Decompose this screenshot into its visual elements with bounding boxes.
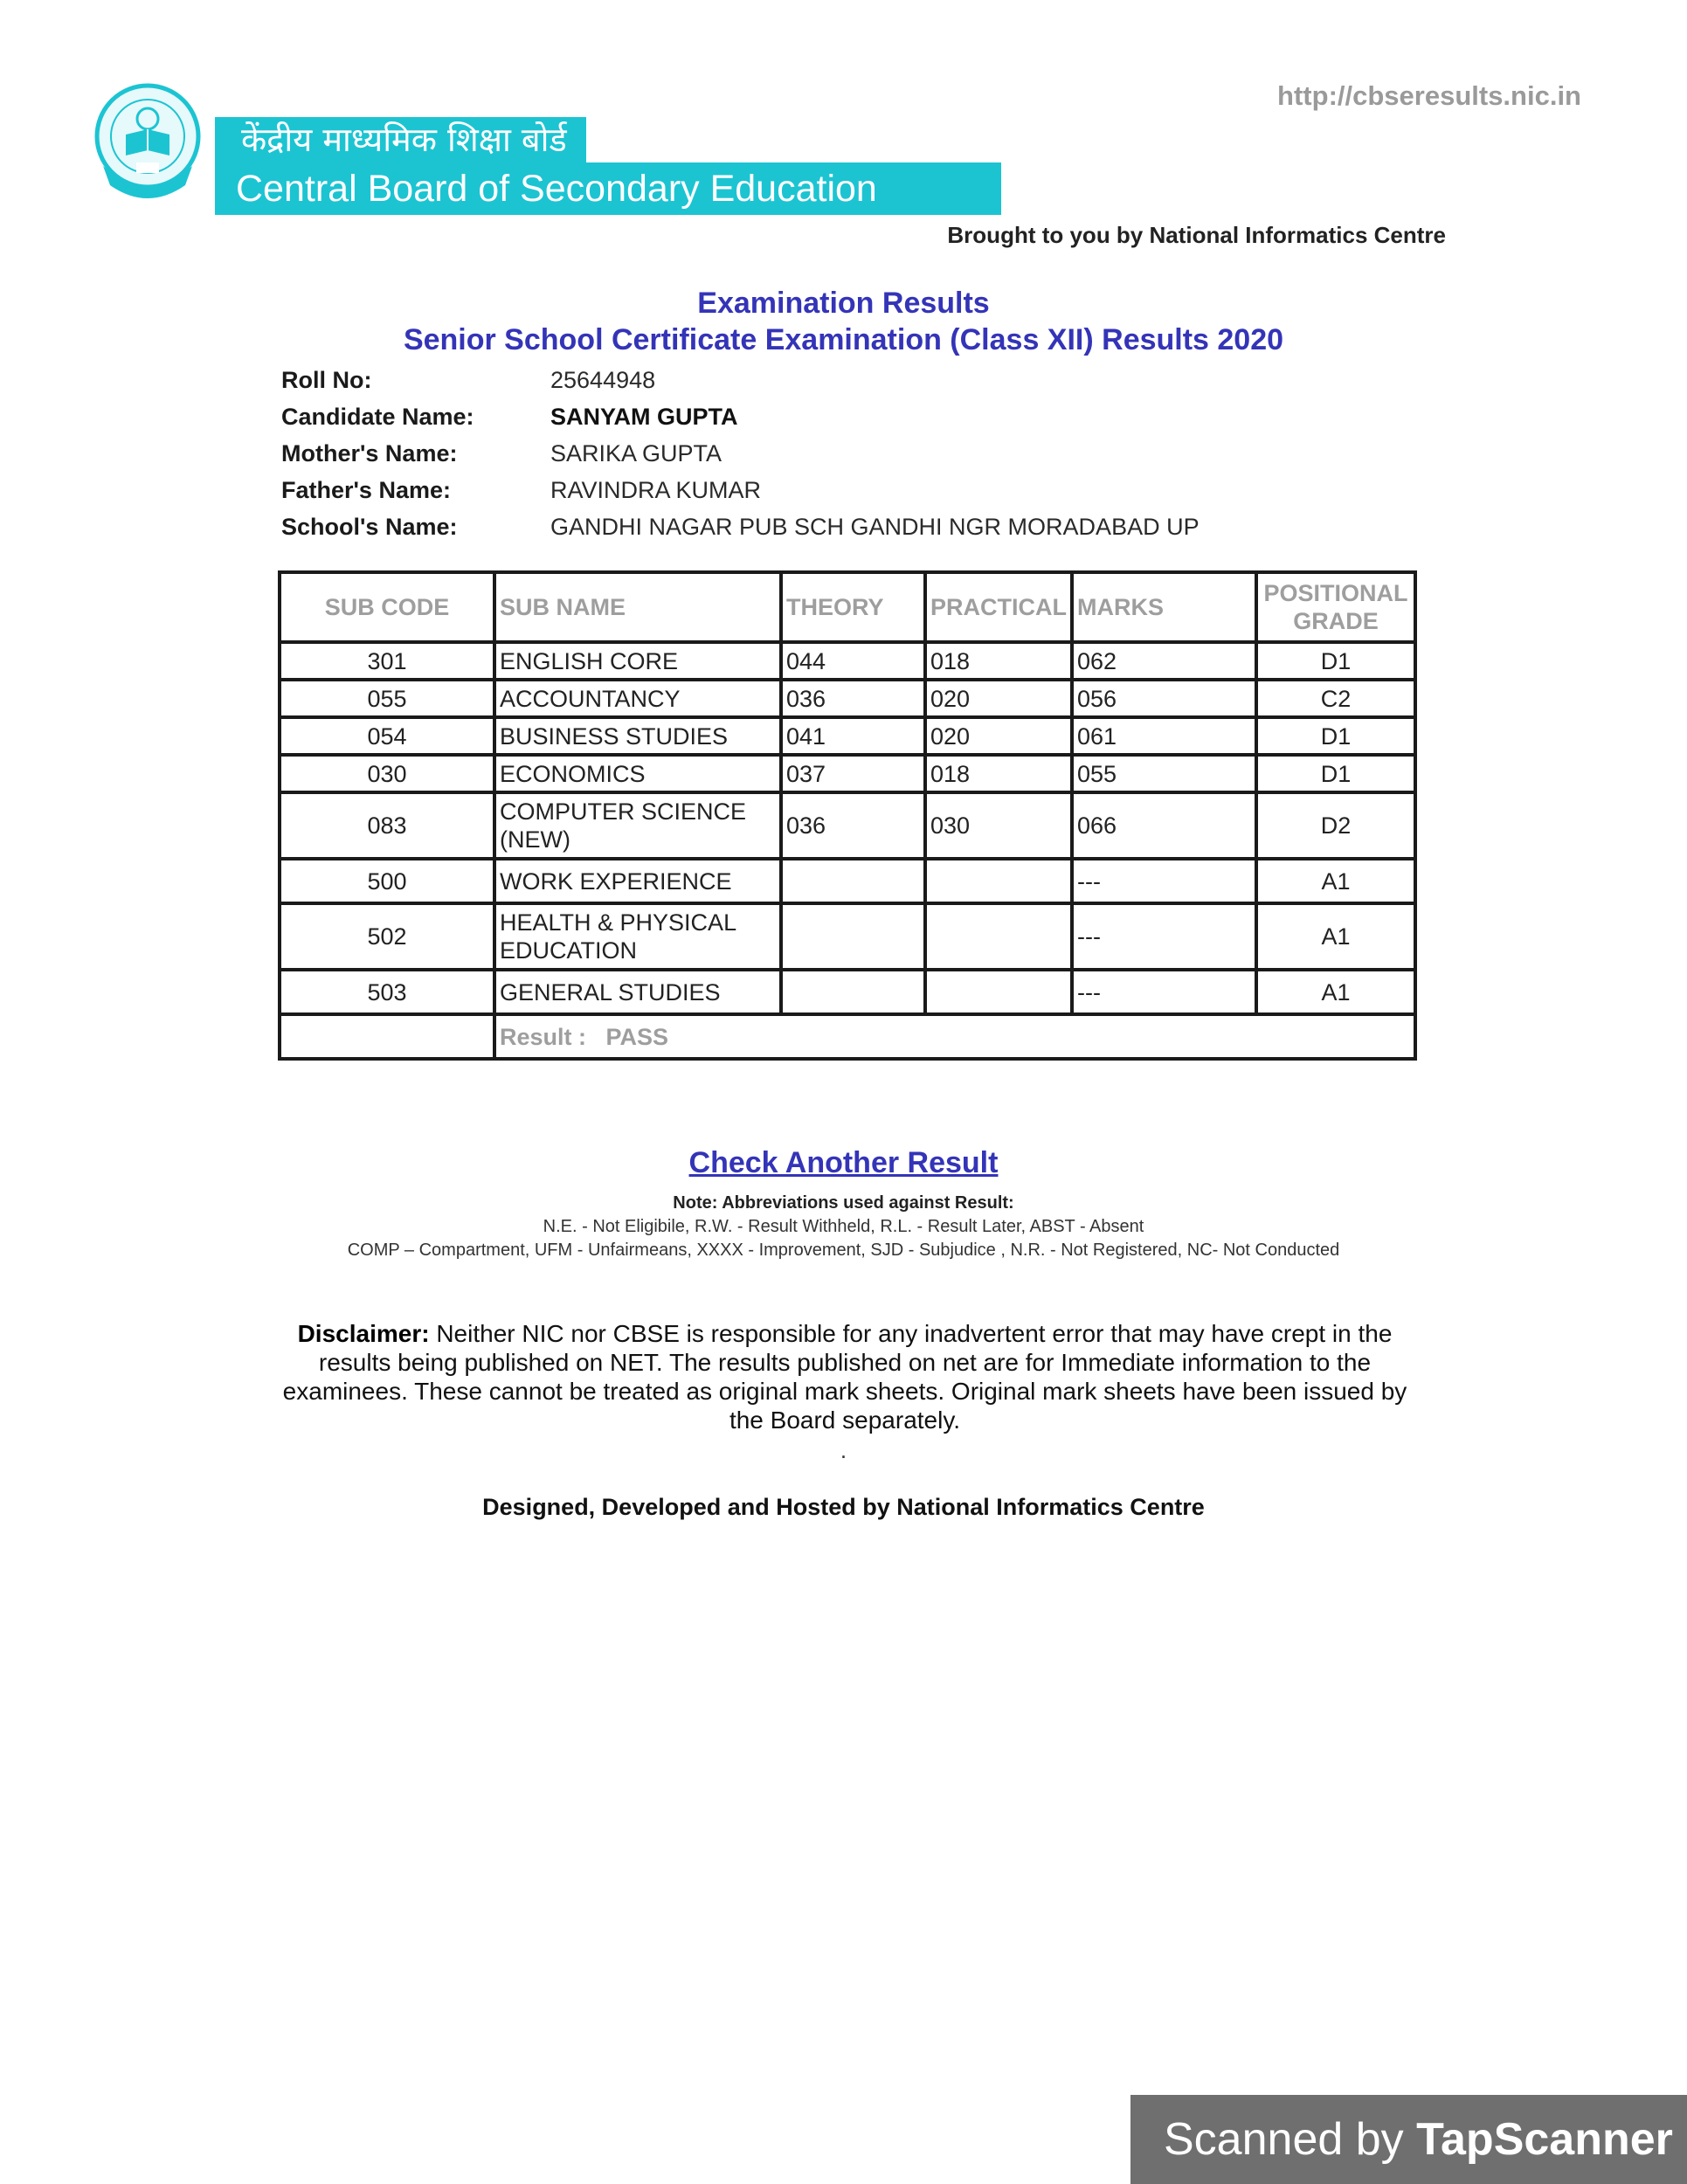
- school-name-label: School's Name:: [281, 514, 458, 540]
- cell-sub-name: WORK EXPERIENCE: [494, 859, 781, 903]
- cell-grade: D1: [1256, 717, 1415, 755]
- note-abbreviations-line1: N.E. - Not Eligibile, R.W. - Result Withheld, R.L. - Result Later, ABST - Absent: [543, 1217, 1144, 1236]
- candidate-info: [281, 362, 1417, 545]
- header-positional-grade: [1256, 572, 1415, 642]
- watermark-brand: TapScanner: [1416, 2114, 1673, 2165]
- sub-name-line2: (NEW): [500, 826, 570, 853]
- designed-by-text: Designed, Developed and Hosted by National Informatics Centre: [482, 1494, 1205, 1520]
- cell-theory: 036: [781, 680, 925, 717]
- cell-theory: 044: [781, 642, 925, 680]
- cell-practical: [925, 903, 1072, 970]
- cell-grade: D2: [1256, 792, 1415, 859]
- cell-sub-name: BUSINESS STUDIES: [494, 717, 781, 755]
- cell-marks: ---: [1072, 859, 1256, 903]
- cell-sub-code: 301: [280, 642, 494, 680]
- page-subtitle: Senior School Certificate Examination (Class XII) Results 2020: [403, 323, 1284, 356]
- cell-grade: C2: [1256, 680, 1415, 717]
- sub-name-line1: COMPUTER SCIENCE: [500, 798, 747, 825]
- disclaimer-label: Disclaimer:: [297, 1320, 430, 1347]
- table-row: [280, 755, 1415, 792]
- cell-practical: [925, 859, 1072, 903]
- cell-marks: ---: [1072, 970, 1256, 1014]
- cell-grade: A1: [1256, 903, 1415, 970]
- header-sub-name: SUB NAME: [494, 572, 781, 642]
- mother-name-row: [281, 435, 1417, 472]
- cell-grade: A1: [1256, 970, 1415, 1014]
- result-cell: [494, 1014, 1415, 1059]
- note-title: Note: Abbreviations used against Result:: [673, 1193, 1014, 1213]
- father-name-row: [281, 472, 1417, 508]
- table-row: [280, 970, 1415, 1014]
- roll-row: [281, 362, 1417, 398]
- cell-theory: [781, 970, 925, 1014]
- candidate-name-label: Candidate Name:: [281, 404, 474, 430]
- cell-sub-code: 054: [280, 717, 494, 755]
- separator-dot: .: [840, 1437, 847, 1463]
- check-another-result-link[interactable]: Check Another Result: [688, 1146, 999, 1179]
- cell-practical: 030: [925, 792, 1072, 859]
- mother-name-label: Mother's Name:: [281, 440, 458, 467]
- cell-sub-code: 503: [280, 970, 494, 1014]
- cell-marks: 066: [1072, 792, 1256, 859]
- board-name-hindi: केंद्रीय माध्यमिक शिक्षा बोर्ड: [215, 117, 586, 162]
- cell-marks: 055: [1072, 755, 1256, 792]
- header-practical: PRACTICAL: [925, 572, 1072, 642]
- marks-table: [278, 570, 1417, 1061]
- watermark-prefix: Scanned by: [1164, 2114, 1404, 2165]
- result-label: Result :: [500, 1023, 587, 1050]
- table-row: [280, 859, 1415, 903]
- cell-theory: 041: [781, 717, 925, 755]
- cell-marks: 062: [1072, 642, 1256, 680]
- page-title: Examination Results: [697, 287, 990, 320]
- candidate-name-row: [281, 398, 1417, 435]
- father-name-label: Father's Name:: [281, 477, 451, 503]
- cell-grade: A1: [1256, 859, 1415, 903]
- school-name-value: GANDHI NAGAR PUB SCH GANDHI NGR MORADABAD UP: [550, 514, 1200, 540]
- cell-sub-name: GENERAL STUDIES: [494, 970, 781, 1014]
- cell-theory: 036: [781, 792, 925, 859]
- cell-sub-name: ACCOUNTANCY: [494, 680, 781, 717]
- cell-marks: 061: [1072, 717, 1256, 755]
- cell-sub-name: [494, 903, 781, 970]
- cell-sub-code: 055: [280, 680, 494, 717]
- cell-practical: 018: [925, 755, 1072, 792]
- scanner-watermark: [1130, 2095, 1687, 2184]
- result-row: [280, 1014, 1415, 1059]
- cell-theory: [781, 859, 925, 903]
- cell-grade: D1: [1256, 755, 1415, 792]
- header-theory: THEORY: [781, 572, 925, 642]
- cell-practical: [925, 970, 1072, 1014]
- cell-theory: 037: [781, 755, 925, 792]
- cell-practical: 018: [925, 642, 1072, 680]
- header-grade-line2: GRADE: [1293, 608, 1379, 634]
- table-header-row: [280, 572, 1415, 642]
- result-value: PASS: [605, 1023, 669, 1050]
- note-abbreviations-line2: COMP – Compartment, UFM - Unfairmeans, XXXX - Improvement, SJD - Subjudice , N.R. - Not Registered, NC- Not Conducted: [347, 1241, 1340, 1260]
- table-row: [280, 642, 1415, 680]
- header-sub-code: SUB CODE: [280, 572, 494, 642]
- cell-sub-name: ENGLISH CORE: [494, 642, 781, 680]
- header-marks: MARKS: [1072, 572, 1256, 642]
- cell-grade: D1: [1256, 642, 1415, 680]
- school-name-row: [281, 508, 1417, 545]
- cell-practical: 020: [925, 717, 1072, 755]
- cell-sub-code: 030: [280, 755, 494, 792]
- cbse-emblem-icon: [91, 82, 204, 204]
- cell-theory: [781, 903, 925, 970]
- table-row: [280, 792, 1415, 859]
- disclaimer: [281, 1319, 1408, 1434]
- cell-marks: 056: [1072, 680, 1256, 717]
- sub-name-line2: EDUCATION: [500, 937, 638, 964]
- board-name-english: Central Board of Secondary Education: [215, 162, 1001, 215]
- roll-label: Roll No:: [281, 367, 372, 393]
- sub-name-line1: HEALTH & PHYSICAL: [500, 909, 737, 936]
- brought-by-text: Brought to you by National Informatics Centre: [947, 222, 1446, 248]
- cell-marks: ---: [1072, 903, 1256, 970]
- result-empty-cell: [280, 1014, 494, 1059]
- cell-practical: 020: [925, 680, 1072, 717]
- table-row: [280, 903, 1415, 970]
- cell-sub-code: 500: [280, 859, 494, 903]
- cell-sub-name: ECONOMICS: [494, 755, 781, 792]
- mother-name-value: SARIKA GUPTA: [550, 440, 723, 467]
- roll-value: 25644948: [550, 367, 656, 393]
- candidate-name-value: SANYAM GUPTA: [550, 404, 738, 430]
- table-row: [280, 680, 1415, 717]
- table-row: [280, 717, 1415, 755]
- header-grade-line1: POSITIONAL: [1263, 580, 1408, 606]
- disclaimer-text: Neither NIC nor CBSE is responsible for any inadvertent error that may have crept in the results being published on NET. The results published on net are for Immediate information to the examinees. These cannot be treated as original mark sheets. Original mark sheets have been issued by the Board separately.: [282, 1320, 1407, 1434]
- cell-sub-code: 502: [280, 903, 494, 970]
- father-name-value: RAVINDRA KUMAR: [550, 477, 762, 503]
- cell-sub-code: 083: [280, 792, 494, 859]
- cell-sub-name: [494, 792, 781, 859]
- site-url: http://cbseresults.nic.in: [1277, 80, 1581, 111]
